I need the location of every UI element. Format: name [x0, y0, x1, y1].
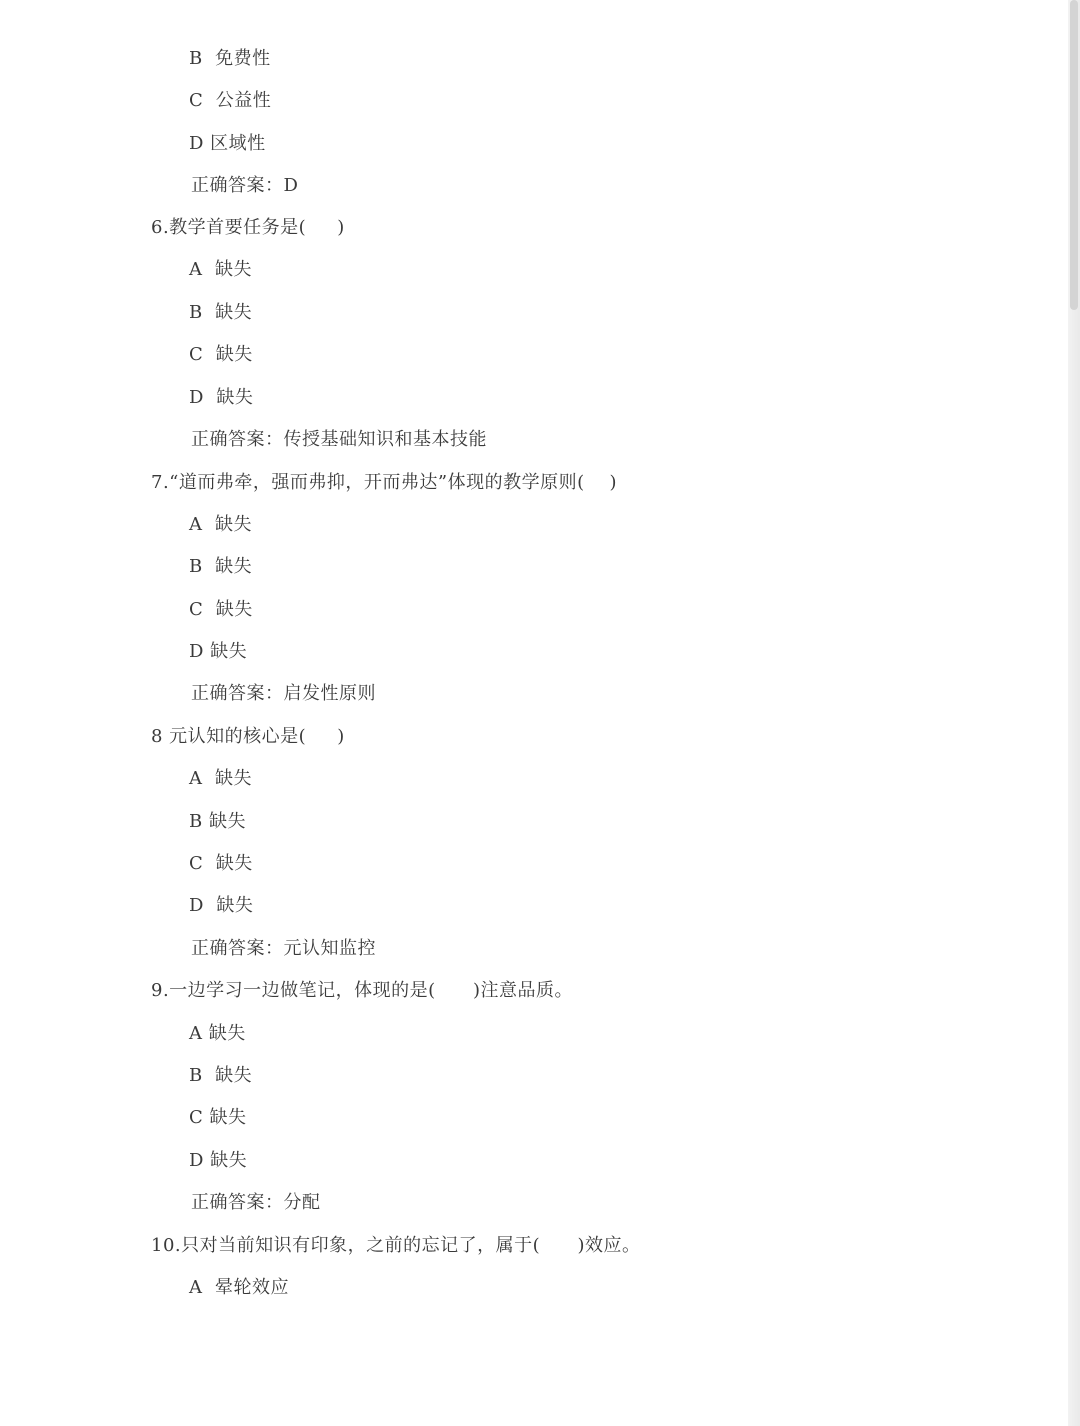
option-c-q6: C 缺失 [189, 344, 253, 365]
option-b-q6: B 缺失 [189, 302, 253, 323]
question-7: 7.“道而弗牵，强而弗抑，开而弗达”体现的教学原则( ) [151, 472, 618, 493]
answer-q5: 正确答案：D [191, 175, 299, 196]
option-b-q9: B 缺失 [189, 1065, 253, 1086]
option-a-q6: A 缺失 [189, 259, 252, 280]
option-d-q6: D 缺失 [189, 387, 254, 408]
option-c-q5: C 公益性 [189, 90, 272, 111]
option-b-q8: B 缺失 [189, 811, 246, 832]
question-6: 6.教学首要任务是( ) [151, 217, 345, 238]
option-a-q10: A 晕轮效应 [189, 1277, 289, 1298]
option-b-q5: B 免费性 [189, 48, 271, 69]
option-b-q7: B 缺失 [189, 556, 253, 577]
option-a-q7: A 缺失 [189, 514, 252, 535]
option-a-q8: A 缺失 [189, 768, 252, 789]
question-9: 9.一边学习一边做笔记，体现的是( )注意品质。 [151, 980, 574, 1001]
answer-q7: 正确答案：启发性原则 [191, 683, 376, 704]
option-d-q9: D 缺失 [189, 1150, 248, 1171]
question-8: 8 元认知的核心是( ) [151, 726, 345, 747]
option-c-q9: C 缺失 [189, 1107, 247, 1128]
option-d-q8: D 缺失 [189, 895, 254, 916]
answer-q9: 正确答案：分配 [191, 1192, 321, 1213]
option-a-q9: A 缺失 [189, 1023, 246, 1044]
option-c-q8: C 缺失 [189, 853, 253, 874]
question-10: 10.只对当前知识有印象，之前的忘记了，属于( )效应。 [151, 1235, 641, 1256]
answer-q8: 正确答案：元认知监控 [191, 938, 376, 959]
option-c-q7: C 缺失 [189, 599, 253, 620]
vertical-scrollbar[interactable] [1068, 0, 1080, 1426]
answer-q6: 正确答案：传授基础知识和基本技能 [191, 429, 487, 450]
scrollbar-thumb[interactable] [1070, 0, 1078, 310]
option-d-q7: D 缺失 [189, 641, 248, 662]
option-d-q5: D 区域性 [189, 133, 266, 154]
